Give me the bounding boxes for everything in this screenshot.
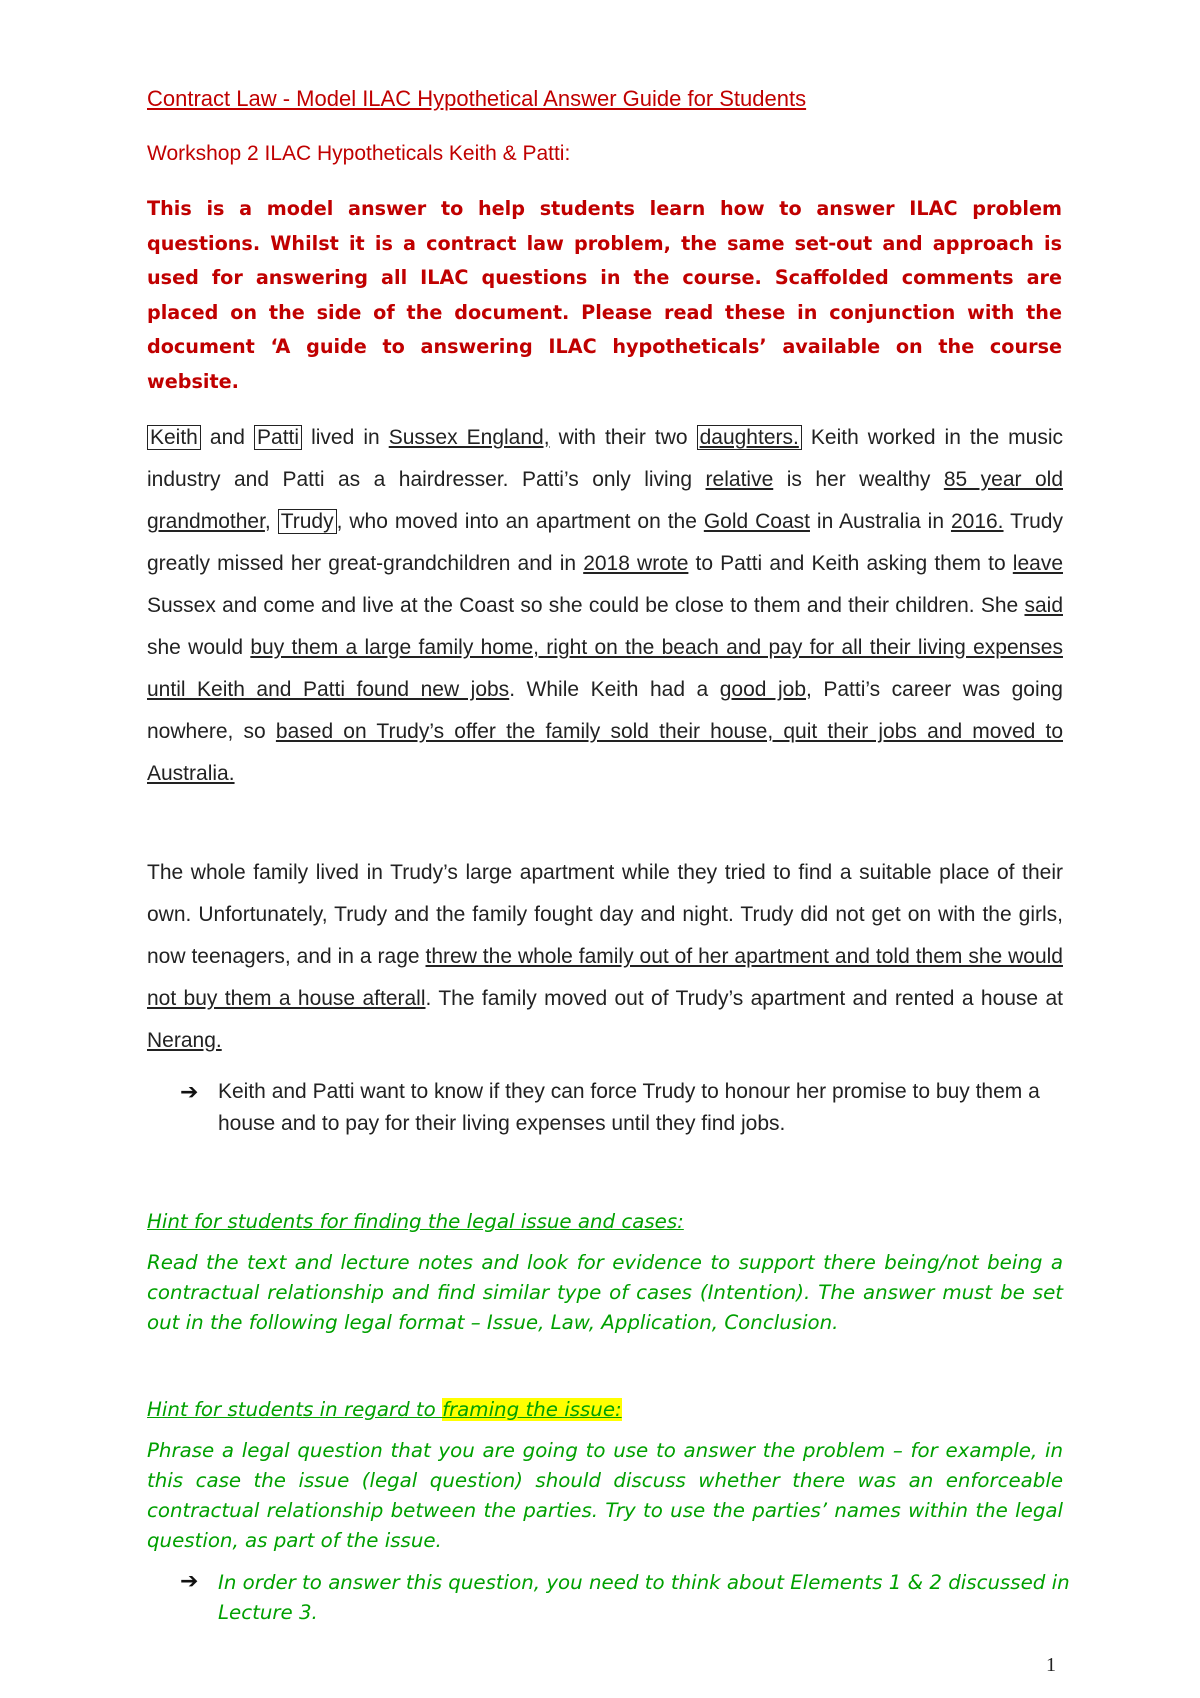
hint-1-body: Read the text and lecture notes and look for evidence to support there being/not being a contractual relationship and find similar type of cases (Intention). The answer must be set out in the following legal format – Issue, Law, Application, Conclusion. xyxy=(147,1251,1063,1334)
client-question-text: Keith and Patti want to know if they can force Trudy to honour her promise to buy them a house and to pay for their living expenses until they find jobs. xyxy=(218,1080,1040,1135)
fact-age: 85 year old xyxy=(943,468,1064,491)
hint-2-heading: Hint for students in regard to framing the issue: xyxy=(147,1398,622,1421)
fact-good-job: good job xyxy=(719,678,806,701)
workshop-subtitle: Workshop 2 ILAC Hypotheticals Keith & Patti: xyxy=(147,142,571,165)
fact-leave: leave xyxy=(1012,552,1063,575)
fact-reliance: based on Trudy’s offer the family sold their house, quit their jobs and moved to Australia. xyxy=(147,720,1063,785)
fact-sussex: Sussex England, xyxy=(388,426,550,449)
fact-promise: buy them a large family home, right on the beach and pay for all their living expenses until Keith and Patti found new jobs xyxy=(147,636,1063,701)
hint-1-heading: Hint for students for finding the legal issue and cases: xyxy=(147,1210,684,1233)
page-number: 1 xyxy=(1046,1654,1056,1676)
fact-2018-wrote: 2018 wrote xyxy=(583,552,689,575)
fact-gold-coast: Gold Coast xyxy=(703,510,810,533)
party-keith: Keith xyxy=(147,425,201,450)
fact-said: said xyxy=(1024,594,1063,617)
hint-2-arrow-item xyxy=(180,1568,1080,1628)
fact-2016: 2016. xyxy=(950,510,1004,533)
document-title: Contract Law - Model ILAC Hypothetical Answer Guide for Students xyxy=(147,86,807,111)
fact-nerang: Nerang. xyxy=(147,1029,222,1052)
right-arrow-icon: ➔ xyxy=(180,1079,199,1104)
highlighted-framing-issue: framing the issue: xyxy=(442,1398,622,1421)
right-arrow-icon: ➔ xyxy=(180,1568,199,1593)
party-daughters: daughters. xyxy=(697,425,802,450)
facts-paragraph-2: The whole family lived in Trudy’s large apartment while they tried to find a suitable place of their own. Unfortunately, Trudy and the family fought day and night. Trudy did not get on with the girls, now teenagers, and in a rage threw the whole family out of her apartment and told them she would not buy them a house afterall. The family moved out of Trudy’s apartment and rented a house at Nerang. xyxy=(147,861,1063,1052)
hint-2-arrow-text: In order to answer this question, you need to think about Elements 1 & 2 discussed in Lecture 3. xyxy=(218,1571,1070,1624)
fact-relative: relative xyxy=(705,468,774,491)
party-patti: Patti xyxy=(254,425,302,450)
hint-2-body: Phrase a legal question that you are going to use to answer the problem – for example, in this case the issue (legal question) should discuss whether there was an enforceable contractual relationship between the parties. Try to use the parties’ names within the legal question, as part of the issue. xyxy=(147,1439,1063,1552)
intro-paragraph: This is a model answer to help students learn how to answer ILAC problem questions. Whilst it is a contract law problem, the same set-out and approach is used for answering all ILAC questions in the course. Scaffolded comments are placed on the side of the document. Please read these in conjunction with the document ‘A guide to answering ILAC hypotheticals’ available on the course website. xyxy=(147,197,1062,393)
fact-grandmother: grandmother xyxy=(147,510,265,533)
facts-paragraph-1: Keith and Patti lived in Sussex England, with their two daughters. Keith worked in the music industry and Patti as a hairdresser. Patti’s only living relative is her wealthy 85 year old grandmother, Trudy , who moved into an apartment on the Gold Coast in Australia in 2016. Trudy greatly missed her great-grandchildren and in 2018 wrote to Patti and Keith asking them to leave Sussex and come and live at the Coast so she could be close to them and their children. She said she would buy them a large family home, right on the beach and pay for all their living expenses until Keith and Patti found new jobs. While Keith had a good job, Patti’s career was going nowhere, so based on Trudy’s offer the family sold their house, quit their jobs and moved to Australia. xyxy=(147,426,1064,785)
party-trudy: Trudy xyxy=(278,509,337,534)
client-question xyxy=(180,1076,1080,1140)
fact-threw-out: threw the whole family out of her apartment and told them she would not buy them a house afterall xyxy=(147,945,1063,1010)
